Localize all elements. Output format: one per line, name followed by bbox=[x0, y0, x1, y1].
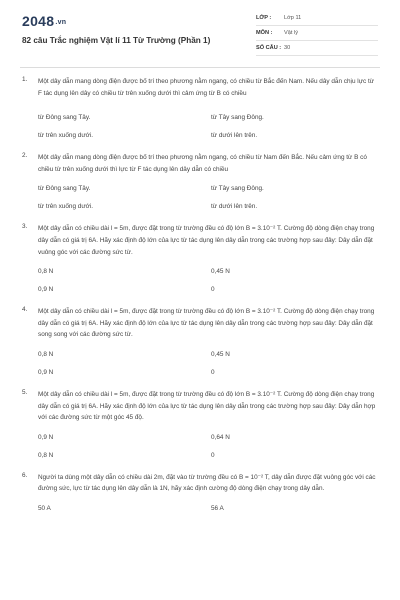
answer-options bbox=[38, 180, 376, 216]
answer-options bbox=[38, 109, 376, 145]
answer-option[interactable]: 0,9 N bbox=[38, 286, 54, 294]
answer-option[interactable]: 0,9 N bbox=[38, 433, 54, 441]
meta-subject-key: MÔN : bbox=[256, 30, 273, 36]
answer-option[interactable]: từ dưới lên trên. bbox=[211, 132, 258, 140]
answer-option[interactable]: 50 A bbox=[38, 504, 51, 512]
answer-option[interactable]: từ Đông sang Tây. bbox=[38, 114, 91, 122]
answer-option[interactable]: 0 bbox=[211, 451, 215, 459]
answer-option[interactable]: từ Tây sang Đông. bbox=[211, 185, 264, 193]
question bbox=[0, 152, 400, 216]
answer-option[interactable]: 56 A bbox=[211, 504, 224, 512]
answer-option[interactable]: 0,8 N bbox=[38, 350, 54, 358]
meta-subject-value: Vật lý bbox=[284, 30, 298, 36]
meta-subject bbox=[256, 27, 378, 41]
question-text: Một dây dẫn mang dòng điện được bố trí theo phương nằm ngang, có chiều từ Bắc đến Nam. Nếu dây dẫn chịu lực từ F tác dụng lên dây có chiều từ trên xuống dưới thì cảm ứng từ B có chiều bbox=[38, 78, 375, 97]
question-list bbox=[0, 76, 400, 525]
answer-options bbox=[38, 429, 376, 465]
answer-option[interactable]: từ trên xuống dưới. bbox=[38, 203, 94, 211]
answer-option[interactable]: 0,8 N bbox=[38, 268, 54, 276]
question-text: Một dây dẫn có chiều dài l = 5m, được đặt trong từ trường đều có độ lớn B = 3.10⁻² T. Cường độ dòng điện chạy trong dây dẫn có giá trị 6A. Hãy xác định độ lớn của lực từ tác dụng lên dây dẫn trong các trường hợp sau đây: Dây dẫn đặt song song với các đường sức từ. bbox=[38, 308, 375, 339]
answer-options bbox=[38, 346, 376, 382]
answer-option[interactable]: từ dưới lên trên. bbox=[211, 203, 258, 211]
question bbox=[0, 223, 400, 299]
logo-text: 2048 bbox=[22, 13, 55, 29]
question-number: 4. bbox=[22, 306, 28, 314]
site-logo[interactable] bbox=[22, 13, 66, 29]
meta-class-key: LỚP : bbox=[256, 15, 272, 21]
meta-class-value: Lớp 11 bbox=[284, 15, 302, 21]
question-text: Người ta dùng một dây dẫn có chiều dài 2m, đặt vào từ trường đều có B = 10⁻² T, dây dẫn được đặt vuông góc với các đường sức, lực từ tác dụng lên dây dẫn là 1N, hãy xác định cường độ dòng điện chạy trong dây dẫn. bbox=[38, 473, 376, 493]
question-text: Một dây dẫn mang dòng điện được bố trí theo phương nằm ngang, có chiều từ Nam đến Bắc. Nếu cảm ứng từ B có chiều từ trên xuống dưới thì lực từ F tác dụng lên dây dẫn có chiều bbox=[38, 154, 367, 173]
answer-option[interactable]: 0 bbox=[211, 368, 215, 376]
page-title: 82 câu Trắc nghiệm Vật lí 11 Từ Trường (Phần 1) bbox=[22, 36, 211, 45]
question-number: 3. bbox=[22, 223, 28, 231]
question-text: Một dây dẫn có chiều dài l = 5m, được đặt trong từ trường đều có độ lớn B = 3.10⁻² T. Cường độ dòng điện chạy trong dây dẫn có giá trị 6A. Hãy xác định độ lớn của lực từ tác dụng lên dây dẫn trong các trường hợp sau đây: Dây dẫn hợp với các đường sức từ một góc 45 độ. bbox=[38, 390, 376, 422]
answer-option[interactable]: 0,9 N bbox=[38, 368, 54, 376]
meta-count bbox=[256, 42, 378, 56]
question bbox=[0, 76, 400, 145]
answer-option[interactable]: từ Tây sang Đông. bbox=[211, 114, 264, 122]
answer-options bbox=[38, 263, 376, 299]
answer-option[interactable]: từ trên xuống dưới. bbox=[38, 132, 94, 140]
question-number: 6. bbox=[22, 471, 28, 479]
logo-suffix: .vn bbox=[55, 19, 67, 26]
question bbox=[0, 472, 400, 518]
question bbox=[0, 306, 400, 382]
answer-option[interactable]: 0 bbox=[211, 286, 215, 294]
answer-option[interactable]: từ Đông sang Tây. bbox=[38, 185, 91, 193]
header-divider bbox=[20, 67, 380, 68]
question-number: 1. bbox=[22, 76, 28, 83]
question-text: Một dây dẫn có chiều dài l = 5m, được đặt trong từ trường đều có độ lớn B = 3.10⁻² T. Cường độ dòng điện chạy trong dây dẫn có giá trị 6A. Hãy xác định độ lớn của lực từ tác dụng lên dây dẫn trong các trường hợp sau đây: Dây dẫn đặt vuông góc với các đường sức từ. bbox=[38, 225, 375, 256]
meta-count-value: 30 bbox=[284, 45, 291, 51]
question bbox=[0, 389, 400, 465]
meta-count-key: SỐ CÂU : bbox=[256, 45, 282, 51]
meta-class bbox=[256, 12, 378, 26]
question-number: 5. bbox=[22, 388, 28, 396]
answer-option[interactable]: 0,64 N bbox=[211, 433, 230, 441]
question-number: 2. bbox=[22, 152, 28, 160]
answer-options bbox=[38, 500, 376, 518]
header bbox=[0, 0, 400, 66]
answer-option[interactable]: 0,8 N bbox=[38, 451, 54, 459]
answer-option[interactable]: 0,45 N bbox=[211, 268, 230, 276]
answer-option[interactable]: 0,45 N bbox=[211, 350, 230, 358]
